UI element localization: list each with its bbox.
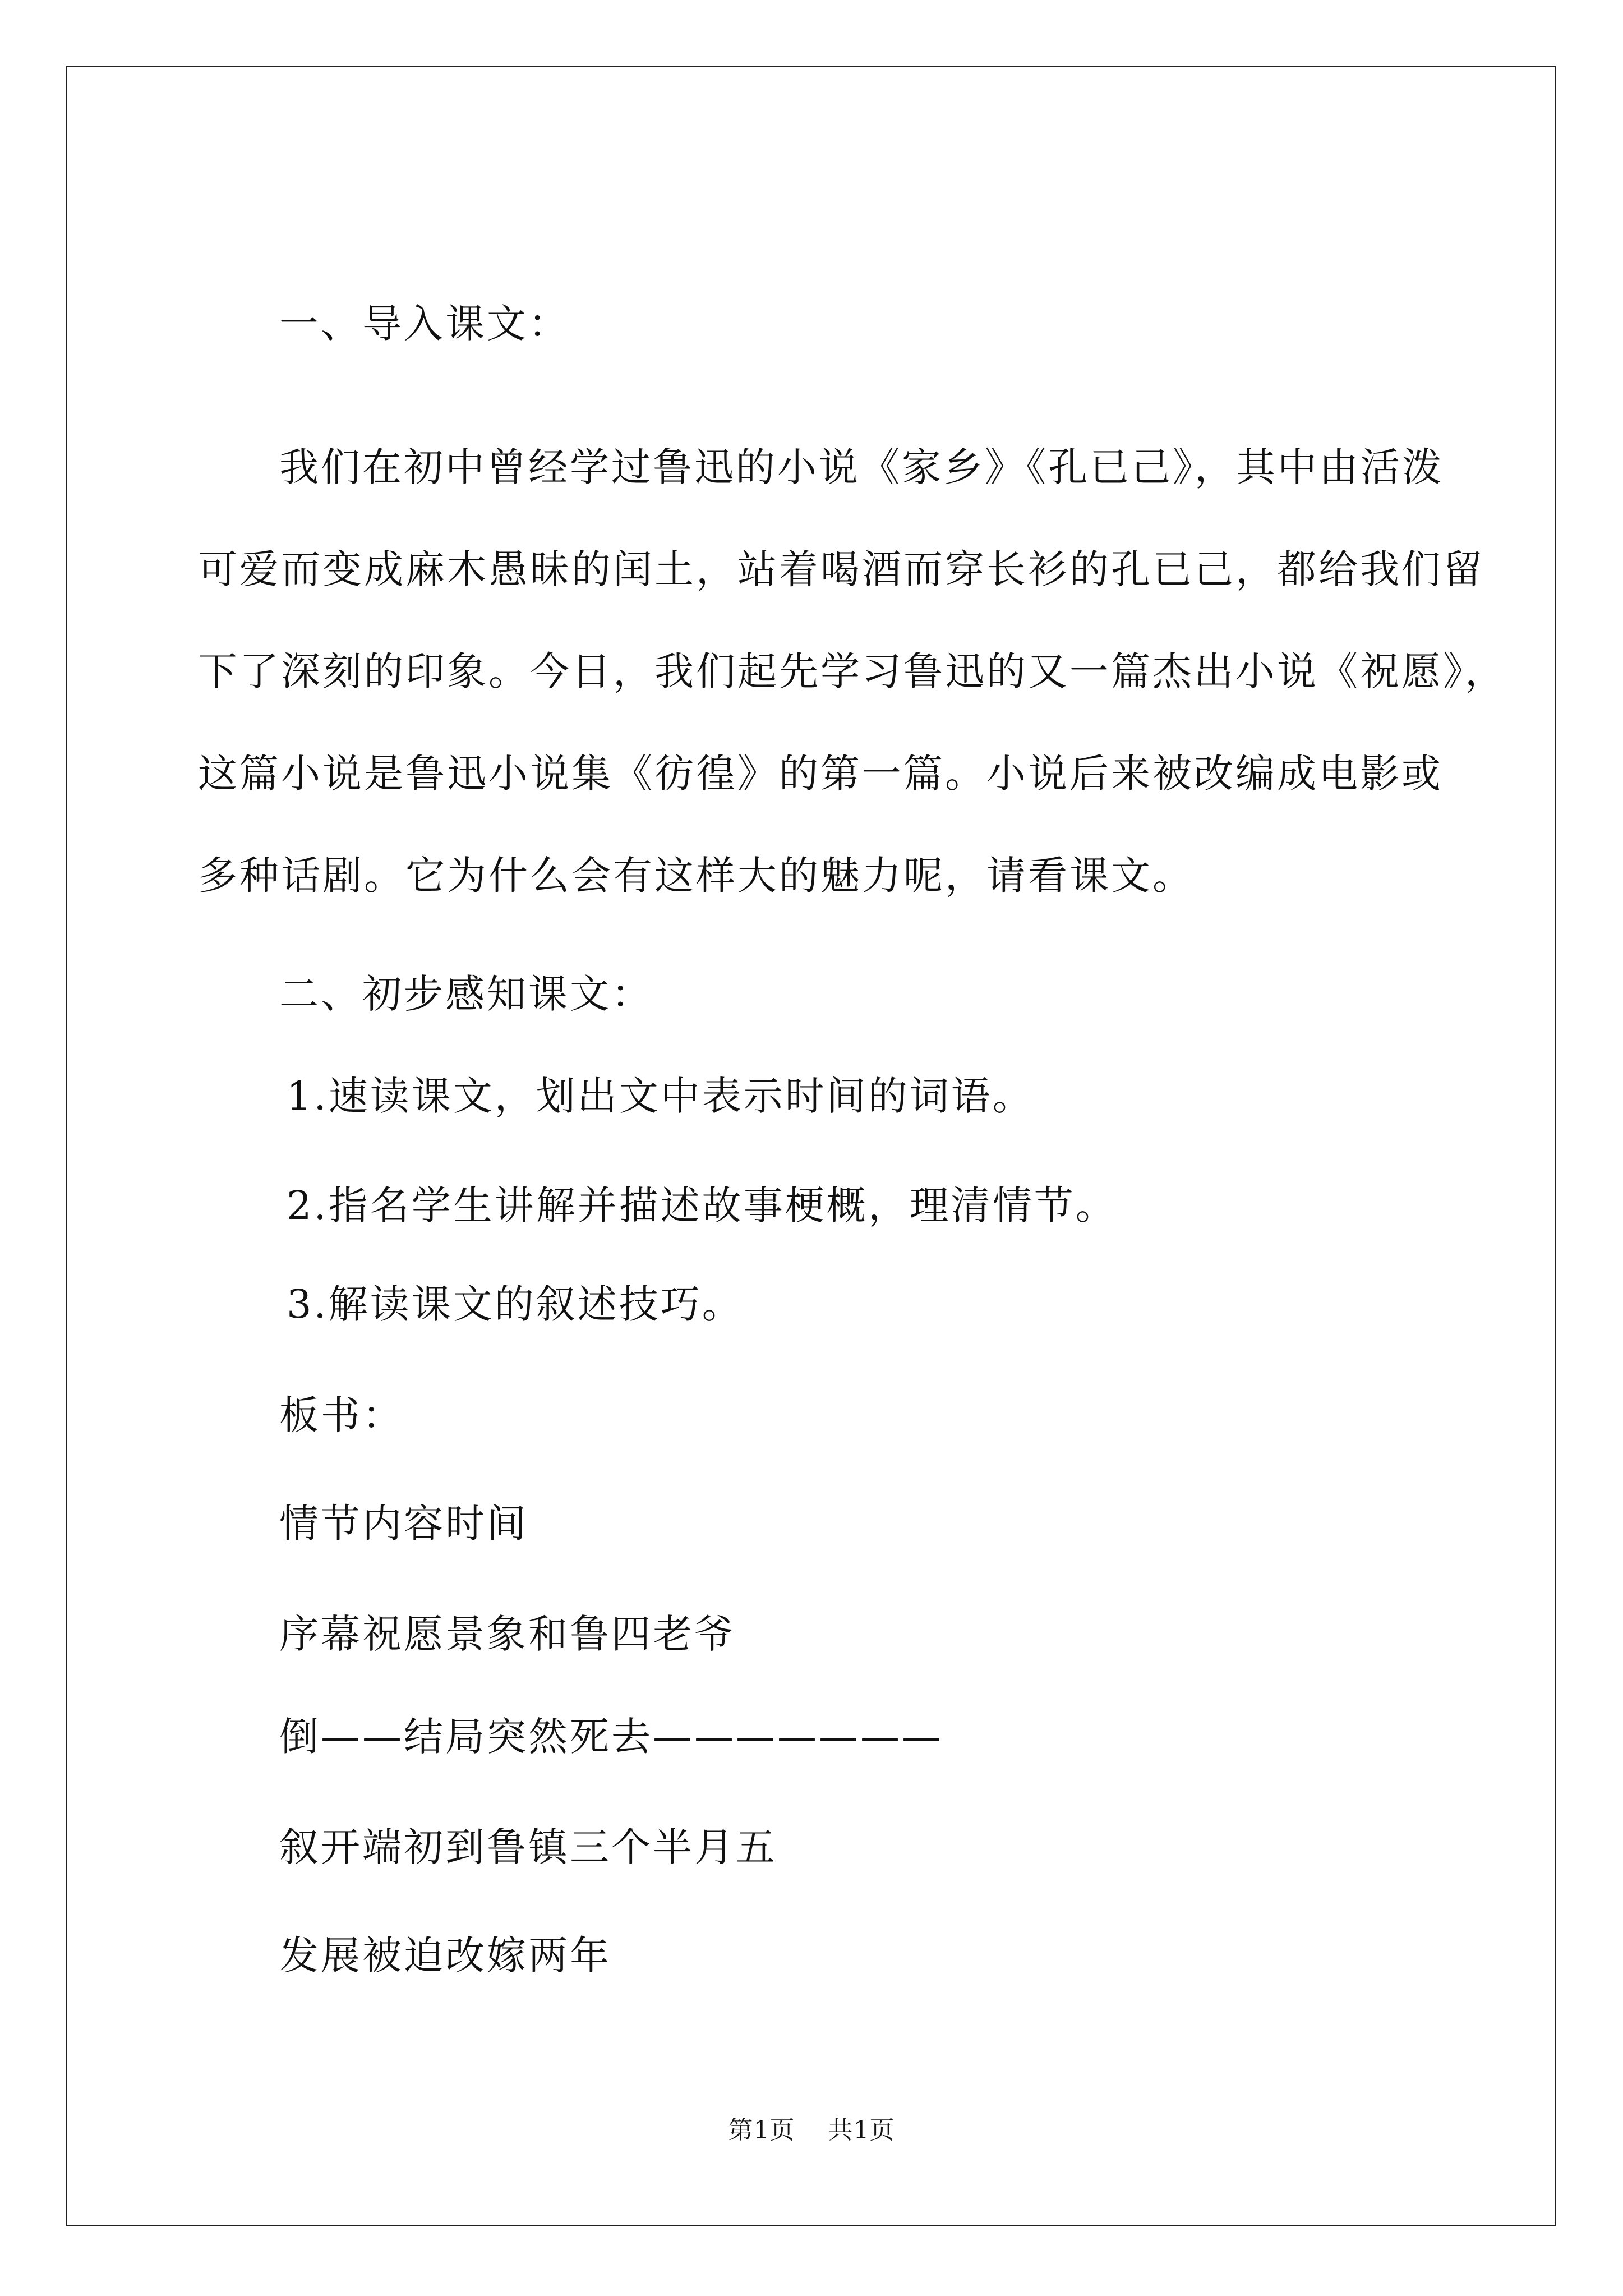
section-heading-intro: 一、导入课文： [279,301,570,347]
paragraph-line: 这篇小说是鲁迅小说集《彷徨》的第一篇。小说后来被改编成电影或 [198,751,1443,797]
paragraph-line: 可爱而变成麻木愚昧的闰土，站着喝酒而穿长衫的孔已己，都给我们留 [198,546,1484,592]
blackboard-line: 倒——结局突然死去——————— [279,1714,943,1760]
section-heading-perception: 二、初步感知课文： [279,971,653,1017]
page-border [66,66,1556,2226]
blackboard-line: 叙开端初到鲁镇三个半月五 [279,1824,777,1870]
blackboard-line: 发展被迫改嫁两年 [279,1932,611,1978]
paragraph-line: 下了深刻的印象。今日，我们起先学习鲁迅的又一篇杰出小说《祝愿》， [198,648,1506,694]
paragraph-line: 多种话剧。它为什么会有这样大的魅力呢，请看课文。 [198,853,1194,899]
page-number: 第1页 [728,2116,795,2145]
paragraph-line: 我们在初中曾经学过鲁迅的小说《家乡》《孔已己》，其中由活泼 [279,444,1444,490]
blackboard-line: 序幕祝愿景象和鲁四老爷 [279,1611,736,1657]
blackboard-line: 情节内容时间 [279,1501,528,1547]
page-footer [0,2114,1623,2147]
blackboard-heading: 板书： [279,1392,404,1438]
list-item: 2.指名学生讲解并描述故事梗概，理清情节。 [287,1182,1117,1228]
list-item: 3.解读课文的叙述技巧。 [287,1281,744,1327]
page-total: 共1页 [828,2116,895,2145]
list-item: 1.速读课文，划出文中表示时间的词语。 [287,1073,1034,1119]
